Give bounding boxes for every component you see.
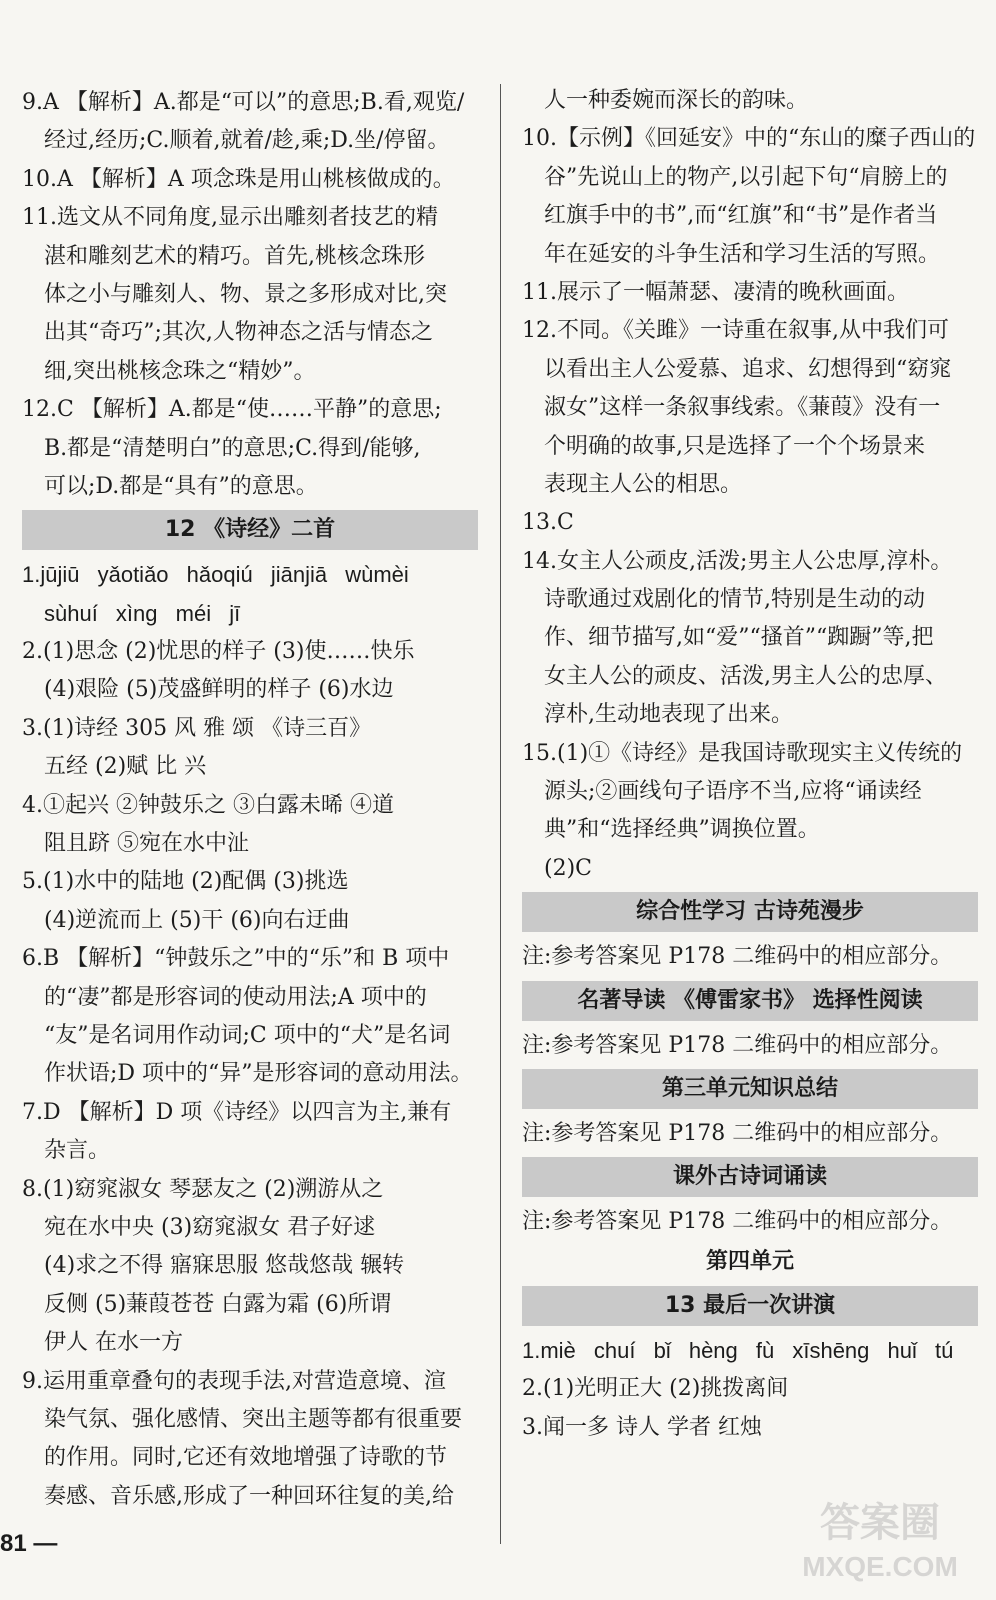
- answer-line: 谷”先说山上的物产,以引起下句“肩膀上的: [544, 164, 948, 190]
- note-line: 注:参考答案见 P178 二维码中的相应部分。: [522, 1209, 953, 1235]
- section-header-extra-poems: 课外古诗词诵读: [522, 1157, 978, 1197]
- answer-line: 年在延安的斗争生活和学习生活的写照。: [544, 241, 941, 267]
- answer-line: 染气氛、强化感情、突出主题等都有很重要: [44, 1406, 463, 1432]
- answer-line: 11.展示了一幅萧瑟、凄清的晚秋画面。: [522, 279, 909, 305]
- answer-line: 的作用。同时,它还有效地增强了诗歌的节: [44, 1445, 447, 1471]
- unit-title: 第四单元: [705, 1248, 794, 1274]
- page-number: 81 —: [0, 1530, 58, 1557]
- answer-line: 奏感、音乐感,形成了一种回环往复的美,给: [44, 1483, 454, 1509]
- answer-line: 12.C 【解析】A.都是“使……平静”的意思;: [22, 397, 442, 423]
- section-header-comprehensive: 综合性学习 古诗苑漫步: [522, 892, 978, 932]
- answer-line: 15.(1)①《诗经》是我国诗歌现实主义传统的: [522, 740, 963, 766]
- answer-line: 阻且跻 ⑤宛在水中沚: [44, 831, 249, 857]
- section-header-13: 13 最后一次讲演: [522, 1286, 978, 1326]
- section-header-reading: 名著导读 《傅雷家书》 选择性阅读: [522, 981, 978, 1021]
- answer-line: 淳朴,生动地表现了出来。: [544, 702, 793, 728]
- answer-line: 3.闻一多 诗人 学者 红烛: [522, 1414, 762, 1440]
- pinyin-line: sùhuí xìng méi jī: [44, 600, 241, 626]
- answer-line: 诗歌通过戏剧化的情节,特别是生动的动: [544, 587, 925, 613]
- column-divider: [500, 84, 501, 1544]
- answer-line: 6.B 【解析】“钟鼓乐之”中的“乐”和 B 项中: [22, 946, 450, 972]
- answer-line: 五经 (2)赋 比 兴: [44, 754, 207, 780]
- answer-line: 伊人 在水一方: [44, 1330, 183, 1356]
- answer-line: 9.A 【解析】A.都是“可以”的意思;B.看,观览/: [22, 90, 465, 115]
- answer-line: 湛和雕刻艺术的精巧。首先,桃核念珠形: [44, 243, 425, 269]
- note-line: 注:参考答案见 P178 二维码中的相应部分。: [522, 1032, 953, 1058]
- answer-line: 2.(1)光明正大 (2)挑拨离间: [522, 1376, 789, 1402]
- answer-line: 可以;D.都是“具有”的意思。: [44, 473, 318, 499]
- answer-line: (4)求之不得 寤寐思服 悠哉悠哉 辗转: [44, 1253, 405, 1279]
- answer-line: 作、细节描写,如“爱”“搔首”“踟蹰”等,把: [544, 625, 934, 651]
- answer-line: 宛在水中央 (3)窈窕淑女 君子好逑: [44, 1214, 376, 1240]
- svg-text:答案圈: 答案圈: [820, 1500, 940, 1546]
- section-header-unit3-summary: 第三单元知识总结: [522, 1069, 978, 1109]
- answer-line: 典”和“选择经典”调换位置。: [544, 817, 820, 843]
- answer-line: “友”是名词用作动词;C 项中的“犬”是名词: [44, 1022, 451, 1048]
- answer-line: B.都是“清楚明白”的意思;C.得到/能够,: [44, 435, 421, 461]
- answer-line: 女主人公的顽皮、活泼,男主人公的忠厚、: [544, 663, 947, 689]
- answer-line: 个明确的故事,只是选择了一个个场景来: [544, 433, 925, 459]
- answer-line: (4)逆流而上 (5)干 (6)向右迂曲: [44, 907, 350, 933]
- pinyin-line: 1.jūjiū yǎotiǎo hǎoqiú jiānjiā wùmèi: [22, 562, 409, 588]
- answer-line: 3.(1)诗经 305 风 雅 颂 《诗三百》: [22, 715, 372, 741]
- answer-line: 经过,经历;C.顺着,就着/趁,乘;D.坐/停留。: [44, 128, 450, 154]
- answer-line: 2.(1)思念 (2)忧思的样子 (3)使……快乐: [22, 639, 415, 665]
- note-line: 注:参考答案见 P178 二维码中的相应部分。: [522, 1120, 953, 1146]
- answer-line: (2)C: [544, 855, 592, 881]
- answer-line: (4)艰险 (5)茂盛鲜明的样子 (6)水边: [44, 677, 394, 703]
- answer-line: 出其“奇巧”;其次,人物神态之活与情态之: [44, 320, 433, 346]
- answer-line: 体之小与雕刻人、物、景之多形成对比,突: [44, 281, 447, 307]
- left-column: [22, 84, 478, 1516]
- pinyin-line: 1.miè chuí bǐ hèng fù xīshēng huǐ tú: [522, 1337, 954, 1363]
- answer-line: 细,突出桃核念珠之“精妙”。: [44, 358, 316, 384]
- answer-line: 9.运用重章叠句的表现手法,对营造意境、渲: [22, 1368, 446, 1394]
- right-column: [522, 82, 978, 1447]
- answer-line: 4.①起兴 ②钟鼓乐之 ③白露未晞 ④道: [22, 792, 394, 818]
- answer-line: 11.选文从不同角度,显示出雕刻者技艺的精: [22, 205, 438, 231]
- answer-line: 14.女主人公顽皮,活泼;男主人公忠厚,淳朴。: [522, 548, 953, 574]
- answer-line: 5.(1)水中的陆地 (2)配偶 (3)挑选: [22, 869, 349, 895]
- answer-line: 红旗手中的书”,而“红旗”和“书”是作者当: [544, 203, 938, 229]
- answer-line: 淑女”这样一条叙事线索。《蒹葭》没有一: [544, 395, 941, 421]
- answer-line: 作状语;D 项中的“异”是形容词的意动用法。: [44, 1061, 473, 1087]
- answer-line: 13.C: [522, 510, 574, 536]
- answer-line: 7.D 【解析】D 项《诗经》以四言为主,兼有: [22, 1099, 452, 1125]
- answer-line: 10.A 【解析】A 项念珠是用山桃核做成的。: [22, 166, 455, 192]
- answer-line: 10.【示例】《回延安》中的“东山的糜子西山的: [522, 126, 976, 152]
- answer-line: 表现主人公的相思。: [544, 471, 743, 497]
- answer-line: 以看出主人公爱慕、追求、幻想得到“窈窕: [544, 356, 952, 382]
- answer-line: 的“凄”都是形容词的使动用法;A 项中的: [44, 984, 427, 1010]
- answer-line: 反侧 (5)蒹葭苍苍 白露为霜 (6)所谓: [44, 1291, 392, 1317]
- watermark-logo-icon: [790, 1490, 970, 1586]
- note-line: 注:参考答案见 P178 二维码中的相应部分。: [522, 944, 953, 970]
- svg-text:MXQE.COM: MXQE.COM: [802, 1551, 958, 1582]
- answer-line: 杂言。: [44, 1138, 111, 1164]
- section-header-12: 12 《诗经》二首: [22, 510, 478, 550]
- answer-line: 8.(1)窈窕淑女 琴瑟友之 (2)溯游从之: [22, 1176, 384, 1202]
- answer-line: 12.不同。《关雎》一诗重在叙事,从中我们可: [522, 318, 949, 344]
- answer-line: 源头;②画线句子语序不当,应将“诵读经: [544, 779, 922, 805]
- answer-line: 人一种委婉而深长的韵味。: [544, 88, 809, 113]
